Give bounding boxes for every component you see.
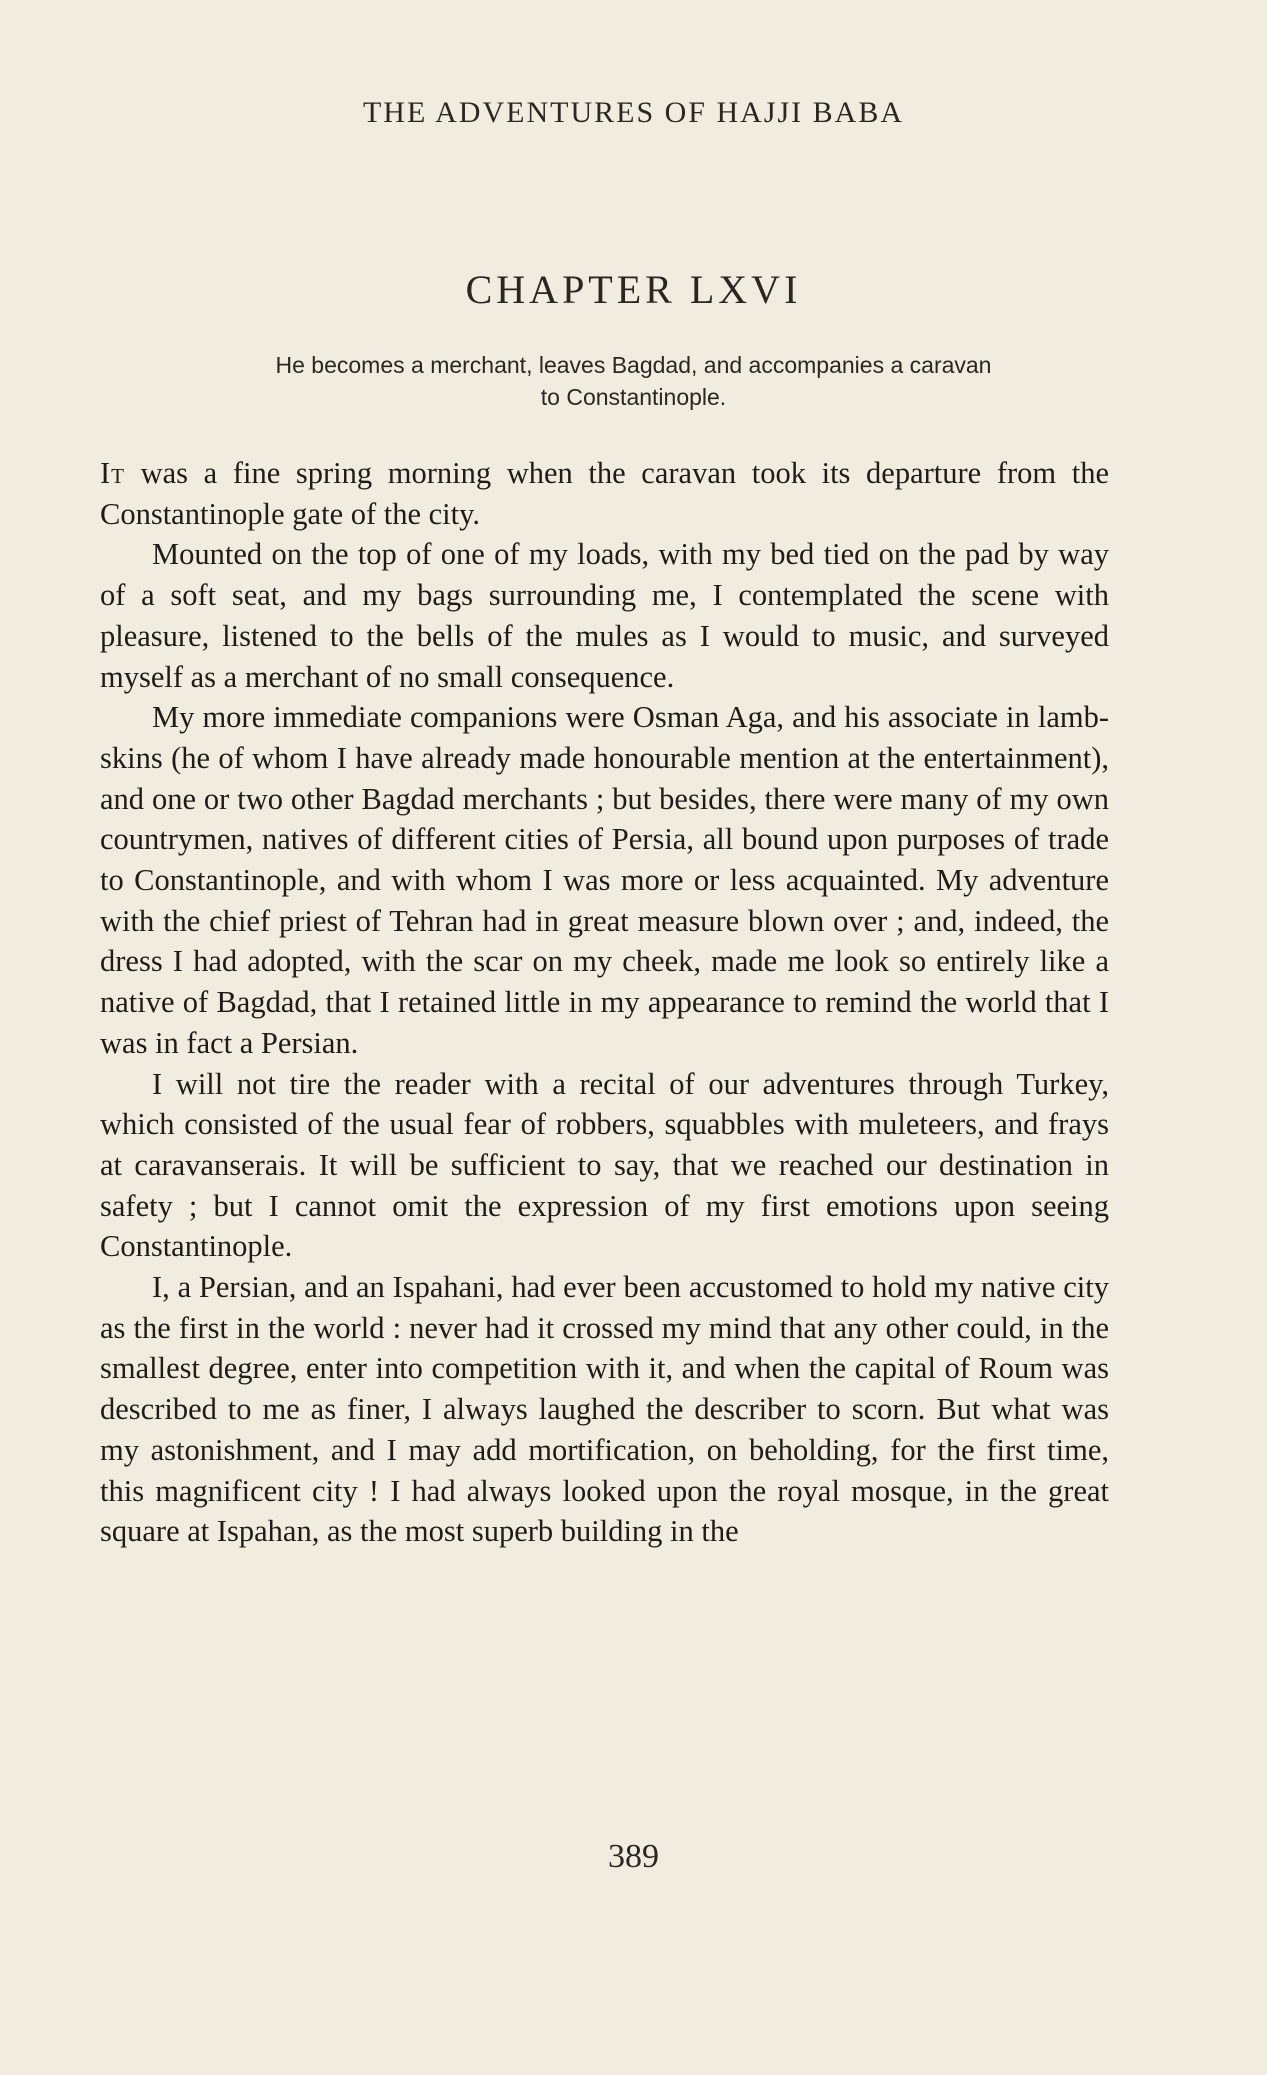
synopsis-line: He becomes a merchant, leaves Bagdad, and accompanies a caravan <box>275 352 992 378</box>
body-text <box>100 453 1109 1552</box>
chapter-synopsis <box>140 349 1127 413</box>
paragraph: Mounted on the top of one of my loads, with my bed tied on the pad by way of a soft seat, and my bags surrounding me, I contemplated the scene with pleasure, listened to the bells of the mules as I would to music, and surveyed myself as a merchant of no small consequence. <box>100 537 1109 694</box>
paragraph <box>100 453 1109 534</box>
paragraph: I will not tire the reader with a recital of our adventures through Turkey, which consisted of the usual fear of robbers, squabbles with muleteers, and frays at caravanserais. It will be sufficient to say, that we reached our destination in safety ; but I cannot omit the expression of my first emotions upon seeing Constantinople. <box>100 1066 1109 1264</box>
drop-lead-word: It <box>100 456 125 490</box>
page-number: 389 <box>608 1838 659 1875</box>
paragraph: My more immediate companions were Osman Aga, and his associate in lamb-skins (he of whom I have already made honourable mention at the entertainment), and one or two other Bagdad merchants ; but besides, there were many of my own countrymen, natives of different cities of Persia, all bound upon purposes of trade to Constantinople, and with whom I was more or less acquainted. My adventure with the chief priest of Tehran had in great measure blown over ; and, indeed, the dress I had adopted, with the scar on my cheek, made me look so entirely like a native of Bagdad, that I retained little in my appearance to remind the world that I was in fact a Persian. <box>100 700 1109 1060</box>
synopsis-line: to Constantinople. <box>540 384 727 410</box>
chapter-title: CHAPTER LXVI <box>465 267 802 312</box>
paragraph-text: was a fine spring morning when the caravan took its departure from the Constantinople gate of the city. <box>100 456 1109 531</box>
paragraph: I, a Persian, and an Ispahani, had ever been accustomed to hold my native city as the first in the world : never had it crossed my mind that any other could, in the smallest degree, enter into competition with it, and when the capital of Roum was described to me as finer, I always laughed the describer to scorn. But what was my astonishment, and I may add mortification, on beholding, for the first time, this magnificent city ! I had always looked upon the royal mosque, in the great square at Ispahan, as the most superb building in the <box>100 1270 1109 1549</box>
running-head: THE ADVENTURES OF HAJJI BABA <box>362 96 905 129</box>
